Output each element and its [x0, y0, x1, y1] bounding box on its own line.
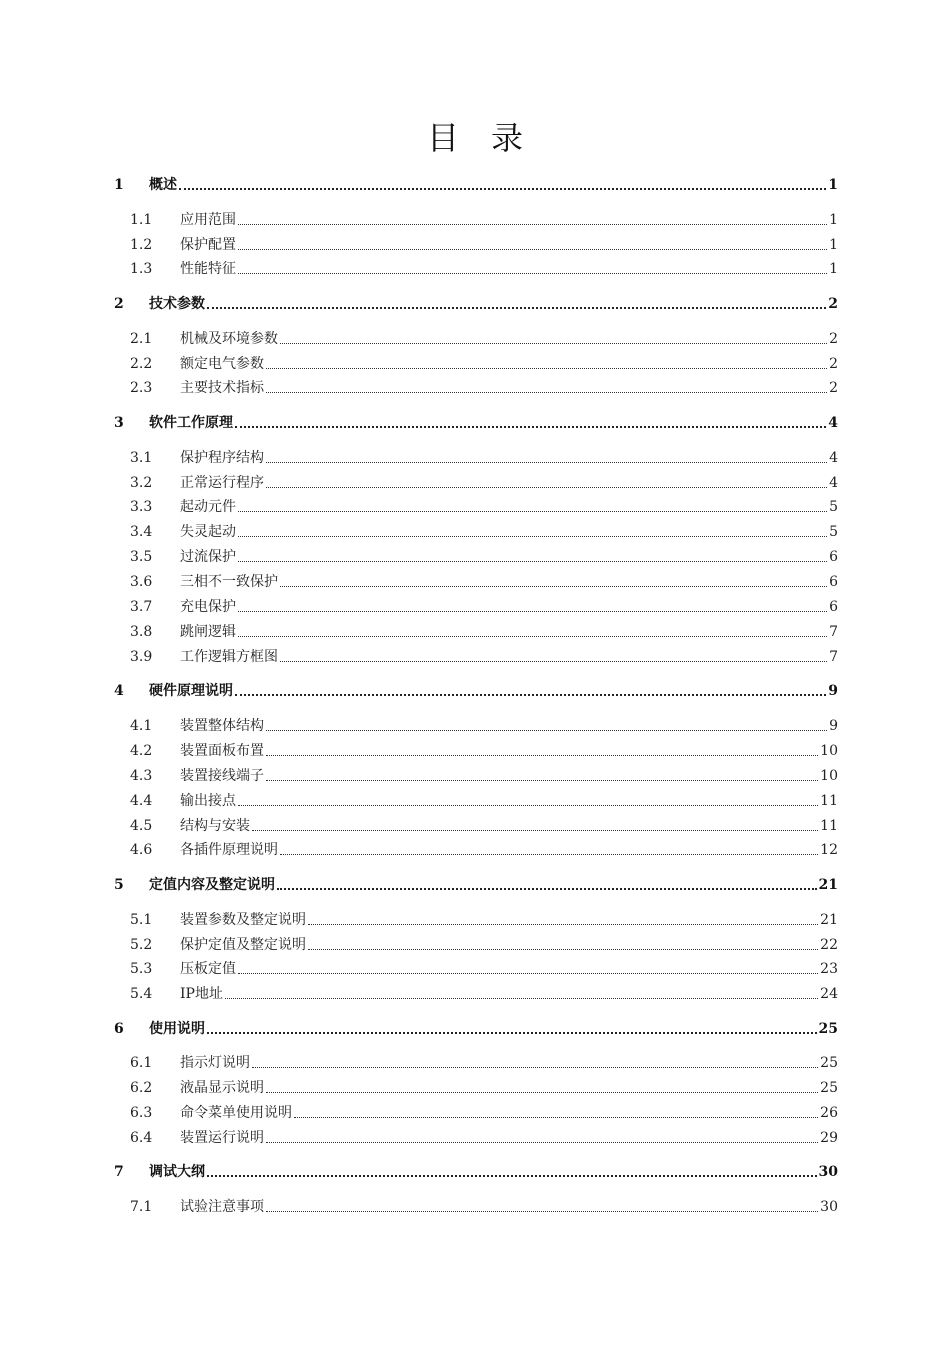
toc-entry-title: 应用范围	[180, 212, 236, 228]
toc-section-entry[interactable]	[112, 765, 838, 785]
toc-section-entry[interactable]	[112, 958, 838, 978]
toc-entry-number: 4.5	[130, 818, 153, 834]
toc-entry-number: 4.3	[130, 768, 153, 784]
toc-dot-leader	[235, 425, 826, 428]
toc-entry-title: 装置运行说明	[180, 1130, 264, 1146]
toc-dot-leader	[238, 510, 827, 512]
toc-dot-leader	[266, 1210, 818, 1212]
toc-entry-number: 1.1	[130, 212, 153, 228]
toc-chapter-entry[interactable]	[112, 1018, 838, 1038]
toc-section-entry[interactable]	[112, 596, 838, 616]
toc-entry-title: 过流保护	[180, 549, 236, 565]
toc-entry-number: 4.1	[130, 718, 153, 734]
toc-dot-leader	[266, 367, 827, 369]
toc-entry-number: 6	[114, 1021, 124, 1037]
toc-entry-title: IP地址	[180, 986, 223, 1002]
toc-entry-number: 6.4	[130, 1130, 153, 1146]
toc-dot-leader	[266, 779, 818, 781]
toc-section-entry[interactable]	[112, 353, 838, 373]
toc-entry-title: 试验注意事项	[180, 1199, 264, 1215]
toc-entry-title: 保护配置	[180, 237, 236, 253]
toc-dot-leader	[238, 610, 827, 612]
toc-chapter-entry[interactable]	[112, 1161, 838, 1181]
toc-entry-number: 5	[114, 877, 124, 893]
toc-chapter-entry[interactable]	[112, 874, 838, 894]
toc-chapter-entry[interactable]	[112, 412, 838, 432]
toc-dot-leader	[207, 1174, 817, 1177]
toc-entry-number: 7.1	[130, 1199, 153, 1215]
toc-entry-number: 3.9	[130, 649, 153, 665]
toc-entry-number: 3.4	[130, 524, 153, 540]
toc-entry-number: 2.3	[130, 380, 153, 396]
toc-entry-number: 4.2	[130, 743, 153, 759]
toc-entry-title: 指示灯说明	[180, 1055, 250, 1071]
toc-entry-number: 4	[114, 683, 124, 699]
toc-entry-title: 液晶显示说明	[180, 1080, 264, 1096]
toc-entry-number: 2.1	[130, 331, 153, 347]
toc-entry-page-number: 2	[829, 380, 838, 396]
toc-dot-leader	[280, 660, 827, 662]
toc-dot-leader	[235, 693, 826, 696]
toc-entry-number: 2	[114, 296, 124, 312]
toc-entry-title: 压板定值	[180, 961, 236, 977]
toc-dot-leader	[294, 1116, 818, 1118]
toc-entry-number: 3.8	[130, 624, 153, 640]
toc-dot-leader	[266, 729, 827, 731]
toc-entry-page-number: 5	[829, 499, 838, 515]
toc-entry-page-number: 7	[829, 649, 838, 665]
toc-section-entry[interactable]	[112, 790, 838, 810]
toc-entry-page-number: 7	[829, 624, 838, 640]
toc-section-entry[interactable]	[112, 258, 838, 278]
toc-entry-title: 保护定值及整定说明	[180, 937, 306, 953]
toc-entry-title: 装置接线端子	[180, 768, 264, 784]
toc-section-entry[interactable]	[112, 1196, 838, 1216]
toc-section-entry[interactable]	[112, 621, 838, 641]
toc-entry-page-number: 11	[820, 793, 838, 809]
toc-entry-title: 三相不一致保护	[180, 574, 278, 590]
toc-section-entry[interactable]	[112, 234, 838, 254]
toc-entry-number: 2.2	[130, 356, 153, 372]
toc-section-entry[interactable]	[112, 740, 838, 760]
toc-entry-number: 5.3	[130, 961, 153, 977]
toc-dot-leader	[238, 635, 827, 637]
toc-dot-leader	[252, 829, 818, 831]
toc-dot-leader	[266, 486, 827, 488]
toc-entry-title: 失灵起动	[180, 524, 236, 540]
toc-chapter-entry[interactable]	[112, 174, 838, 194]
toc-section-entry[interactable]	[112, 646, 838, 666]
toc-dot-leader	[280, 342, 827, 344]
toc-entry-number: 5.1	[130, 912, 153, 928]
toc-entry-number: 5.4	[130, 986, 153, 1002]
toc-entry-title: 充电保护	[180, 599, 236, 615]
toc-dot-leader	[277, 887, 817, 890]
toc-dot-leader	[238, 535, 827, 537]
toc-entry-number: 4.4	[130, 793, 153, 809]
toc-entry-page-number: 1	[829, 261, 838, 277]
toc-dot-leader	[266, 391, 827, 393]
toc-entry-page-number: 25	[820, 1055, 838, 1071]
toc-dot-leader	[280, 853, 818, 855]
toc-dot-leader	[225, 997, 818, 999]
toc-entry-title: 装置整体结构	[180, 718, 264, 734]
toc-dot-leader	[266, 461, 827, 463]
toc-entry-title: 软件工作原理	[149, 415, 233, 431]
toc-entry-title: 各插件原理说明	[180, 842, 278, 858]
toc-entry-page-number: 10	[820, 743, 838, 759]
toc-entry-title: 硬件原理说明	[149, 683, 233, 699]
toc-entry-title: 工作逻辑方框图	[180, 649, 278, 665]
toc-dot-leader	[252, 1066, 818, 1068]
toc-entry-number: 1	[114, 177, 124, 193]
toc-entry-page-number: 29	[820, 1130, 838, 1146]
toc-entry-page-number: 26	[820, 1105, 838, 1121]
toc-section-entry[interactable]	[112, 715, 838, 735]
toc-entry-page-number: 2	[829, 356, 838, 372]
toc-dot-leader	[207, 306, 826, 309]
toc-entry-title: 装置面板布置	[180, 743, 264, 759]
toc-section-entry[interactable]	[112, 1052, 838, 1072]
toc-dot-leader	[207, 1031, 817, 1034]
toc-entry-page-number: 1	[829, 212, 838, 228]
toc-dot-leader	[308, 948, 818, 950]
toc-entry-title: 机械及环境参数	[180, 331, 278, 347]
toc-section-entry[interactable]	[112, 1127, 838, 1147]
toc-section-entry[interactable]	[112, 377, 838, 397]
toc-entry-page-number: 22	[820, 937, 838, 953]
toc-section-entry[interactable]	[112, 521, 838, 541]
toc-entry-number: 6.3	[130, 1105, 153, 1121]
toc-entry-title: 额定电气参数	[180, 356, 264, 372]
toc-entry-page-number: 25	[818, 1021, 838, 1037]
toc-entry-title: 结构与安装	[180, 818, 250, 834]
toc-section-entry[interactable]	[112, 472, 838, 492]
toc-entry-page-number: 5	[829, 524, 838, 540]
toc-entry-page-number: 2	[828, 296, 838, 312]
toc-entry-page-number: 23	[820, 961, 838, 977]
page-title: 目 录	[426, 119, 523, 157]
toc-entry-number: 3.5	[130, 549, 153, 565]
toc-section-entry[interactable]	[112, 839, 838, 859]
toc-section-entry[interactable]	[112, 983, 838, 1003]
toc-entry-number: 3.3	[130, 499, 153, 515]
toc-entry-number: 1.2	[130, 237, 153, 253]
toc-dot-leader	[238, 248, 827, 250]
toc-section-entry[interactable]	[112, 546, 838, 566]
toc-entry-number: 5.2	[130, 937, 153, 953]
toc-section-entry[interactable]	[112, 909, 838, 929]
toc-entry-page-number: 30	[818, 1164, 838, 1180]
toc-entry-title: 技术参数	[149, 296, 205, 312]
toc-entry-page-number: 6	[829, 599, 838, 615]
toc-entry-title: 装置参数及整定说明	[180, 912, 306, 928]
toc-entry-number: 1.3	[130, 261, 153, 277]
toc-entry-title: 调试大纲	[149, 1164, 205, 1180]
toc-entry-page-number: 2	[829, 331, 838, 347]
toc-dot-leader	[179, 187, 826, 190]
toc-chapter-entry[interactable]	[112, 680, 838, 700]
toc-entry-title: 命令菜单使用说明	[180, 1105, 292, 1121]
toc-entry-page-number: 21	[818, 877, 838, 893]
toc-entry-page-number: 1	[829, 237, 838, 253]
toc-entry-title: 性能特征	[180, 261, 236, 277]
toc-entry-page-number: 11	[820, 818, 838, 834]
toc-section-entry[interactable]	[112, 815, 838, 835]
toc-entry-number: 3.2	[130, 475, 153, 491]
toc-entry-title: 正常运行程序	[180, 475, 264, 491]
toc-entry-number: 7	[114, 1164, 124, 1180]
toc-section-entry[interactable]	[112, 496, 838, 516]
toc-entry-page-number: 4	[828, 415, 838, 431]
toc-section-entry[interactable]	[112, 1077, 838, 1097]
toc-dot-leader	[308, 923, 818, 925]
toc-section-entry[interactable]	[112, 571, 838, 591]
toc-entry-title: 定值内容及整定说明	[149, 877, 275, 893]
toc-chapter-entry[interactable]	[112, 293, 838, 313]
toc-entry-page-number: 6	[829, 574, 838, 590]
toc-entry-number: 3	[114, 415, 124, 431]
toc-entry-title: 概述	[149, 177, 177, 193]
toc-entry-title: 起动元件	[180, 499, 236, 515]
toc-entry-number: 4.6	[130, 842, 153, 858]
toc-dot-leader	[280, 585, 827, 587]
toc-entry-number: 6.1	[130, 1055, 153, 1071]
toc-entry-page-number: 6	[829, 549, 838, 565]
toc-entry-title: 输出接点	[180, 793, 236, 809]
toc-entry-number: 3.6	[130, 574, 153, 590]
toc-section-entry[interactable]	[112, 934, 838, 954]
toc-entry-page-number: 10	[820, 768, 838, 784]
toc-entry-number: 3.7	[130, 599, 153, 615]
toc-entry-page-number: 1	[828, 177, 838, 193]
toc-entry-page-number: 25	[820, 1080, 838, 1096]
toc-dot-leader	[238, 223, 827, 225]
toc-entry-page-number: 9	[828, 683, 838, 699]
toc-dot-leader	[238, 972, 818, 974]
toc-entry-title: 保护程序结构	[180, 450, 264, 466]
toc-entry-page-number: 4	[829, 450, 838, 466]
toc-entry-page-number: 12	[820, 842, 838, 858]
toc-dot-leader	[238, 272, 827, 274]
toc-dot-leader	[238, 804, 818, 806]
toc-dot-leader	[266, 1091, 818, 1093]
toc-entry-page-number: 9	[829, 718, 838, 734]
toc-entry-number: 6.2	[130, 1080, 153, 1096]
toc-entry-page-number: 4	[829, 475, 838, 491]
toc-entry-page-number: 21	[820, 912, 838, 928]
toc-dot-leader	[266, 754, 818, 756]
toc-dot-leader	[238, 560, 827, 562]
toc-entry-title: 使用说明	[149, 1021, 205, 1037]
toc-section-entry[interactable]	[112, 447, 838, 467]
toc-section-entry[interactable]	[112, 209, 838, 229]
toc-section-entry[interactable]	[112, 1102, 838, 1122]
toc-entry-number: 3.1	[130, 450, 153, 466]
toc-section-entry[interactable]	[112, 328, 838, 348]
toc-entry-page-number: 30	[820, 1199, 838, 1215]
toc-entry-title: 跳闸逻辑	[180, 624, 236, 640]
toc-entry-page-number: 24	[820, 986, 838, 1002]
toc-dot-leader	[266, 1141, 818, 1143]
toc-entry-title: 主要技术指标	[180, 380, 264, 396]
